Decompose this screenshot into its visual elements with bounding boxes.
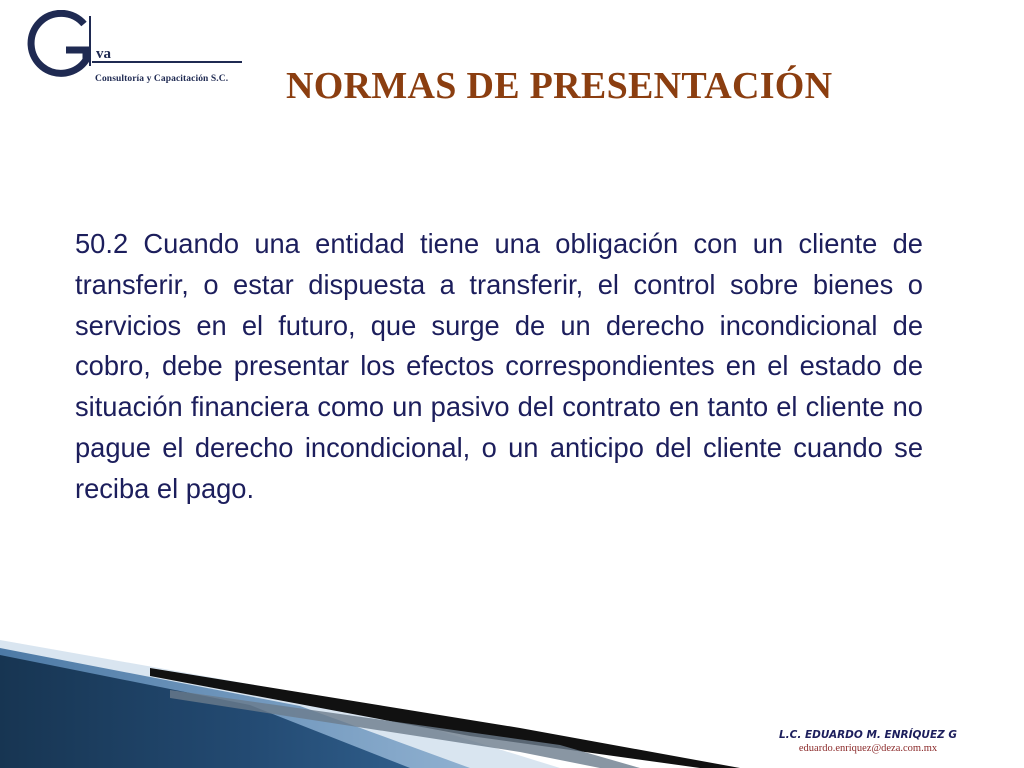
company-logo: [22, 10, 252, 90]
slide-title: NORMAS DE PRESENTACIÓN: [286, 65, 833, 107]
slide-body-text: 50.2 Cuando una entidad tiene una obligación con un cliente de transferir, o estar dispuesta a transferir, el control sobre bienes o servicios en el futuro, que surge de un derecho incondicional de cobro, debe presentar los efectos correspondientes en el estado de situación financiera como un pasivo del contrato en tanto el cliente no pague el derecho incondicional, o un anticipo del cliente cuando se reciba el pago.: [75, 228, 923, 504]
logo-tagline: Consultoría y Capacitación S.C.: [95, 74, 229, 84]
logo-letters: va: [96, 46, 111, 62]
footer-author-name: L.C. EDUARDO M. ENRÍQUEZ G: [778, 729, 958, 741]
footer-email: eduardo.enriquez@deza.com.mx: [798, 743, 938, 754]
footer: [778, 729, 958, 754]
